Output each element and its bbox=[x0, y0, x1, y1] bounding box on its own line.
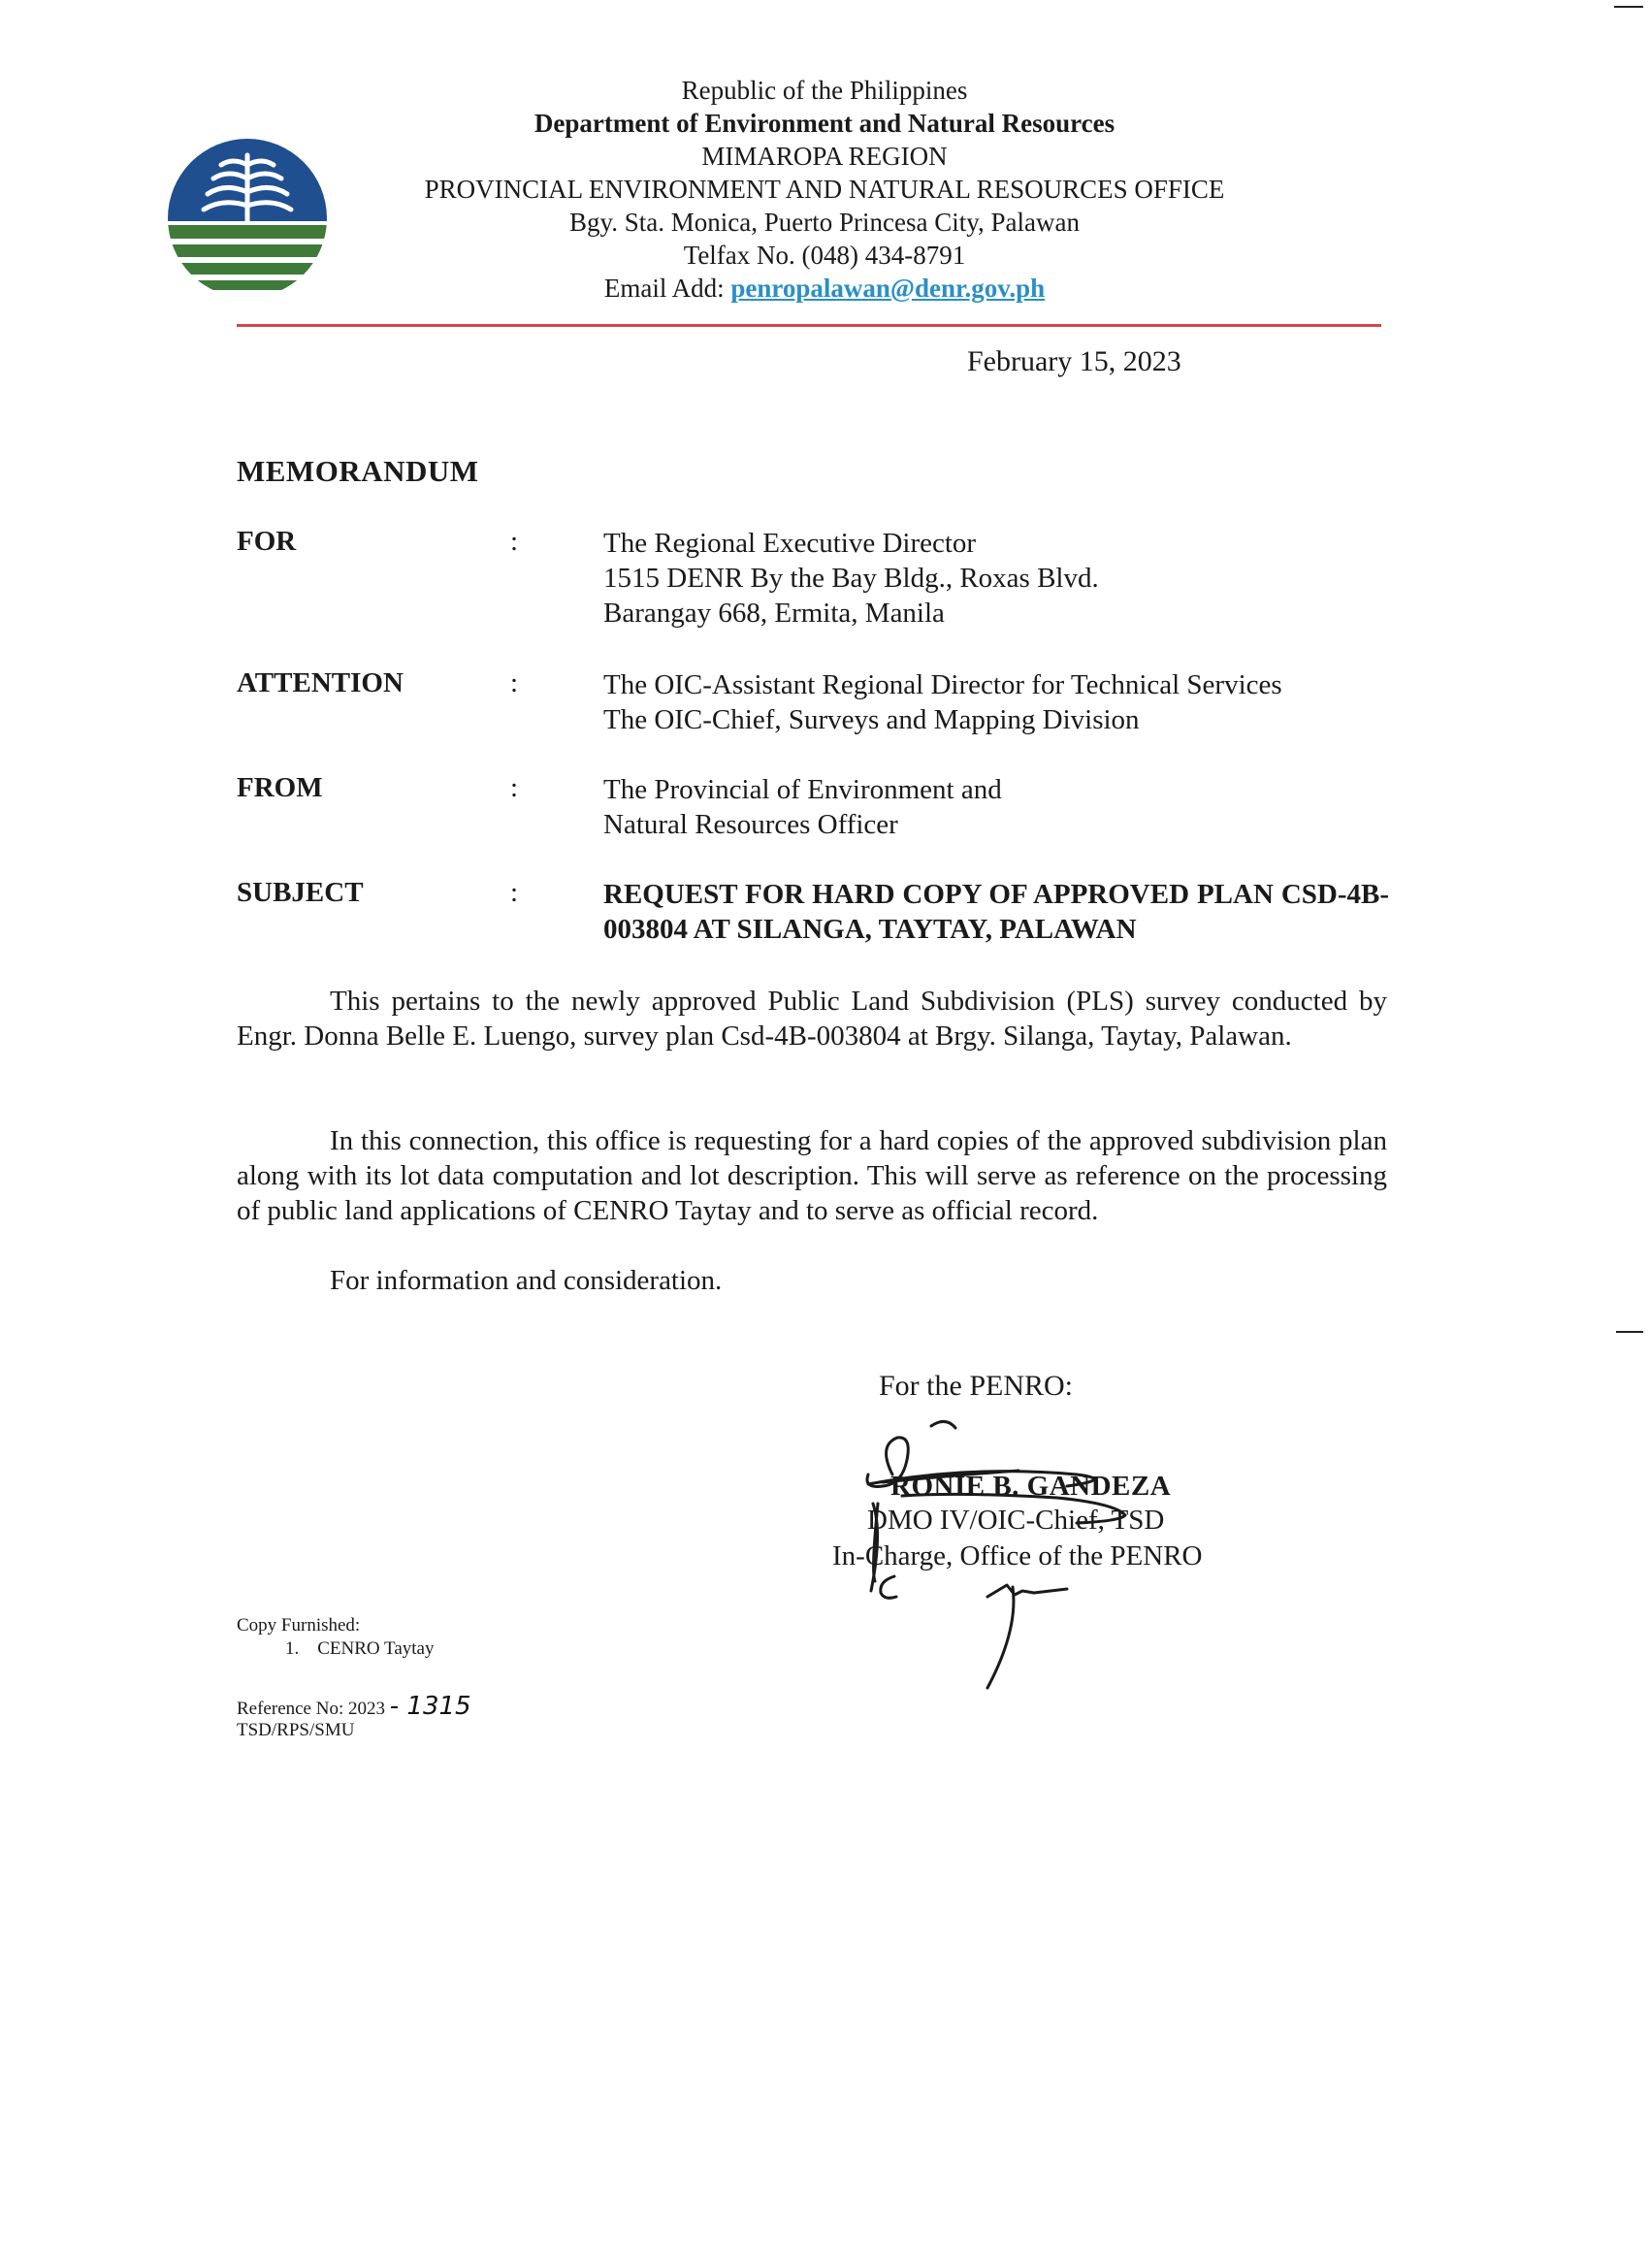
attention-label: ATTENTION bbox=[237, 667, 404, 698]
body-paragraph-3-text: For information and consideration. bbox=[330, 1265, 723, 1296]
denr-logo bbox=[165, 136, 330, 301]
for-line: The Regional Executive Director bbox=[603, 528, 977, 559]
for-colon: : bbox=[510, 526, 519, 557]
attention-line: The OIC-Assistant Regional Director for Technical Services bbox=[603, 669, 1282, 700]
from-label: FROM bbox=[237, 772, 323, 803]
memo-title: MEMORANDUM bbox=[237, 454, 479, 488]
memo-date: February 15, 2023 bbox=[967, 345, 1181, 377]
signature-for-line: For the PENRO: bbox=[879, 1370, 1074, 1402]
attention-value bbox=[603, 667, 1389, 737]
copy-furnished-label: Copy Furnished: bbox=[237, 1615, 361, 1636]
letterhead-republic: Republic of the Philippines bbox=[681, 76, 968, 105]
reference-block bbox=[237, 1692, 471, 1741]
body-paragraph-2 bbox=[237, 1123, 1387, 1228]
reference-handwritten: - 1315 bbox=[389, 1692, 471, 1721]
subject-value: REQUEST FOR HARD COPY OF APPROVED PLAN CSD-4B-003804 AT SILANGA, TAYTAY, PALAWAN bbox=[603, 879, 1389, 945]
copy-furnished-item: 1. CENRO Taytay bbox=[285, 1638, 435, 1659]
handwritten-signature bbox=[824, 1407, 1290, 1717]
letterhead-department: Department of Environment and Natural Resources bbox=[534, 109, 1116, 138]
letterhead-office: PROVINCIAL ENVIRONMENT AND NATURAL RESOURCES OFFICE bbox=[424, 175, 1225, 204]
subject-colon: : bbox=[510, 877, 519, 908]
copy-furnished bbox=[237, 1614, 434, 1661]
for-line: 1515 DENR By the Bay Bldg., Roxas Blvd. bbox=[603, 563, 1099, 594]
signatory-name: RONIE B. GANDEZA bbox=[890, 1471, 1172, 1502]
letterhead-telfax: Telfax No. (048) 434-8791 bbox=[683, 241, 966, 270]
body-paragraph-1-text: This pertains to the newly approved Public Land Subdivision (PLS) survey conducted by Engr. Donna Belle E. Luengo, survey plan Csd-4B-003804 at Brgy. Silanga, Taytay, Palawan. bbox=[237, 986, 1387, 1052]
for-line: Barangay 668, Ermita, Manila bbox=[603, 598, 945, 629]
body-paragraph-1 bbox=[237, 984, 1387, 1053]
attention-colon: : bbox=[510, 667, 519, 698]
email-label: Email Add: bbox=[603, 274, 725, 303]
reference-number bbox=[237, 1692, 471, 1721]
scan-edge-mark bbox=[1616, 1331, 1643, 1333]
from-line: Natural Resources Officer bbox=[603, 809, 898, 840]
email-link[interactable]: penropalawan@denr.gov.ph bbox=[730, 274, 1046, 303]
from-line: The Provincial of Environment and bbox=[603, 774, 1002, 805]
for-value bbox=[603, 526, 1389, 631]
reference-code: TSD/RPS/SMU bbox=[237, 1720, 355, 1740]
from-colon: : bbox=[510, 772, 519, 803]
for-label: FOR bbox=[237, 526, 297, 557]
from-value bbox=[603, 772, 1389, 842]
body-paragraph-2-text: In this connection, this office is requesting for a hard copies of the approved subdivision plan along with its lot data computation and lot description. This will serve as reference on the processing of public land applications of CENRO Taytay and to serve as official record. bbox=[237, 1125, 1387, 1226]
header-rule bbox=[237, 324, 1381, 327]
letterhead-email-row bbox=[388, 272, 1261, 305]
signatory-position: DMO IV/OIC-Chief, TSD bbox=[867, 1505, 1165, 1536]
attention-line: The OIC-Chief, Surveys and Mapping Division bbox=[603, 704, 1140, 735]
signatory-position-2: In-Charge, Office of the PENRO bbox=[832, 1540, 1203, 1571]
subject-label: SUBJECT bbox=[237, 877, 364, 908]
scan-edge-mark bbox=[1614, 6, 1643, 8]
body-paragraph-3 bbox=[237, 1263, 1387, 1298]
letterhead-address: Bgy. Sta. Monica, Puerto Princesa City, Palawan bbox=[569, 208, 1080, 237]
letterhead-region: MIMAROPA REGION bbox=[701, 142, 948, 171]
reference-label: Reference No: 2023 bbox=[237, 1699, 385, 1719]
